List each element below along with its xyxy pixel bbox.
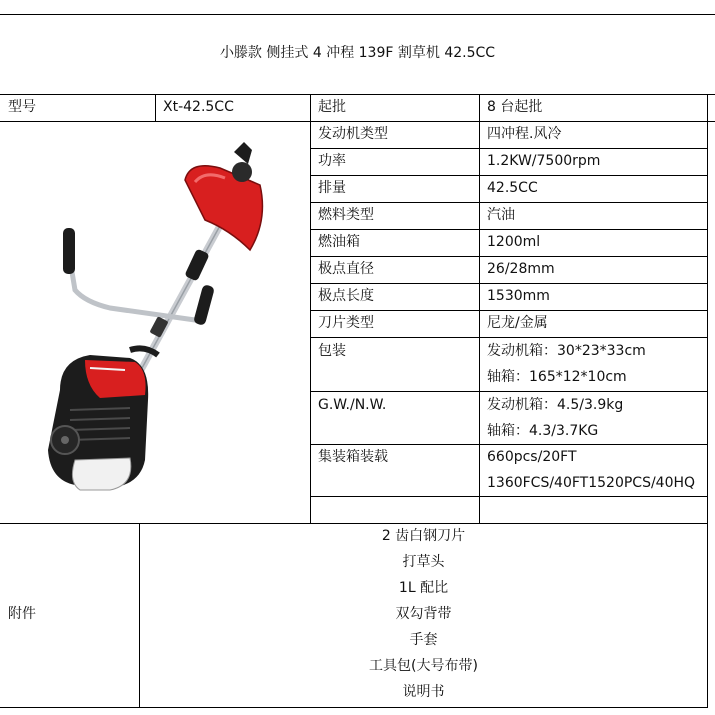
- spec-value: 1360FCS/40FT1520PCS/40HQ: [487, 475, 696, 491]
- accessory-item: 2 齿白钢刀片: [381, 528, 466, 544]
- spec-label: 燃油箱: [318, 234, 360, 250]
- spec-value: 发动机箱：30*23*33cm: [487, 343, 646, 359]
- grid-line: [310, 229, 707, 230]
- spec-label: 功率: [318, 153, 346, 169]
- spec-value: 汽油: [487, 207, 515, 223]
- spec-value: 轴箱：165*12*10cm: [487, 369, 627, 385]
- grid-line: [310, 444, 707, 445]
- model-value: Xt-42.5CC: [163, 99, 234, 115]
- spec-label: 排量: [318, 180, 346, 196]
- grid-line: [310, 256, 707, 257]
- spec-value: 发动机箱：4.5/3.9kg: [487, 397, 624, 413]
- spec-value: 660pcs/20FT: [487, 449, 577, 465]
- grid-line: [310, 94, 311, 523]
- grid-line: [479, 94, 480, 523]
- model-label: 型号: [8, 99, 36, 115]
- spec-value: 1530mm: [487, 288, 550, 304]
- grid-line: [310, 337, 707, 338]
- accessory-item: 说明书: [402, 684, 445, 700]
- grid-line: [155, 94, 156, 121]
- grid-line: [310, 148, 707, 149]
- spec-value: 1200ml: [487, 234, 541, 250]
- grid-line: [310, 175, 707, 176]
- brush-cutter-image: [30, 140, 280, 510]
- spec-value: 四冲程.风冷: [487, 126, 562, 142]
- grid-line: [0, 94, 715, 95]
- spec-value: 尼龙/金属: [487, 315, 548, 331]
- spec-label: 燃料类型: [318, 207, 374, 223]
- spec-value: 1.2KW/7500rpm: [487, 153, 601, 169]
- spec-label: 刀片类型: [318, 315, 374, 331]
- accessories-label: 附件: [8, 606, 36, 622]
- grid-line: [310, 310, 707, 311]
- grid-line: [310, 496, 707, 497]
- accessory-item: 双勾背带: [395, 606, 452, 622]
- grid-line: [310, 391, 707, 392]
- moq-label: 起批: [318, 99, 346, 115]
- accessory-item: 打草头: [402, 554, 445, 570]
- spec-label: 极点长度: [318, 288, 374, 304]
- spec-label: G.W./N.W.: [318, 397, 387, 413]
- spec-label: 集装箱装载: [318, 449, 388, 465]
- grid-line: [0, 14, 715, 15]
- accessory-item: 手套: [409, 632, 438, 648]
- spec-value: 42.5CC: [487, 180, 538, 196]
- accessory-item: 1L 配比: [398, 580, 449, 596]
- grid-line: [0, 121, 715, 122]
- spec-label: 发动机类型: [318, 126, 388, 142]
- grid-line: [707, 94, 708, 708]
- spec-label: 包装: [318, 343, 346, 359]
- accessory-item: 工具包(大号布带): [369, 658, 478, 674]
- moq-value: 8 台起批: [487, 99, 543, 115]
- grid-line: [310, 202, 707, 203]
- grid-line: [310, 283, 707, 284]
- spec-label: 极点直径: [318, 261, 374, 277]
- grid-line: [0, 707, 707, 708]
- spec-value: 26/28mm: [487, 261, 555, 277]
- spec-value: 轴箱：4.3/3.7KG: [487, 423, 599, 439]
- grid-line: [0, 523, 707, 524]
- sheet-title: 小滕款 侧挂式 4 冲程 139F 割草机 42.5CC: [219, 45, 496, 61]
